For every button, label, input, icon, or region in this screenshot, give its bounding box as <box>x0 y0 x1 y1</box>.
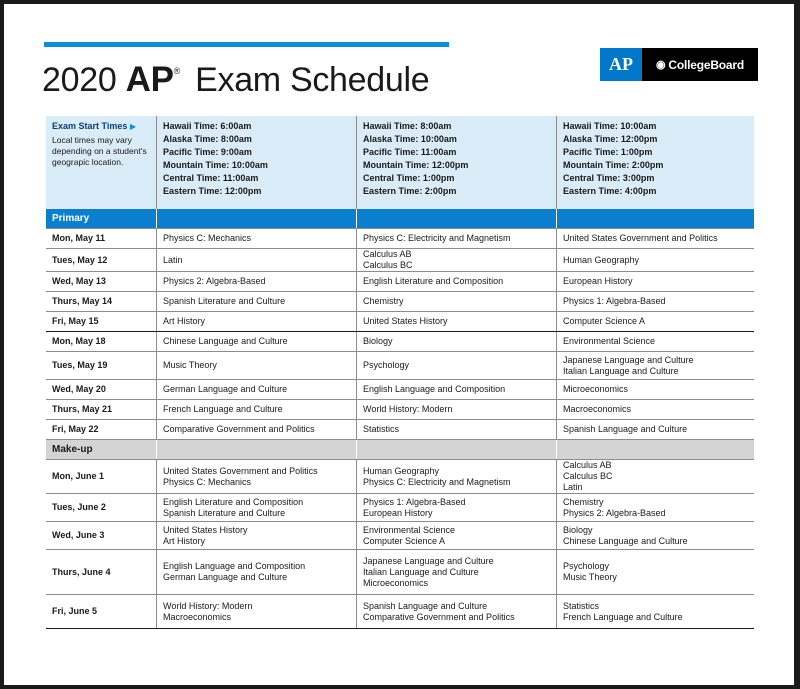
schedule-row <box>46 400 754 420</box>
exam-slot <box>156 494 356 521</box>
exam-name: Psychology <box>563 561 610 571</box>
exam-name: Comparative Government and Politics <box>363 611 515 622</box>
exam-slot <box>156 292 356 311</box>
exam-name: European History <box>563 276 633 286</box>
section-band-cell <box>356 440 556 459</box>
arrow-right-icon: ▶ <box>129 122 137 131</box>
time-header-row <box>46 116 754 209</box>
exam-slot <box>156 420 356 439</box>
exam-slot <box>556 292 754 311</box>
exam-name: Art History <box>163 535 206 546</box>
start-time-line: Hawaii Time: 10:00am <box>563 121 657 131</box>
exam-name: Calculus AB <box>563 460 612 470</box>
exam-date: Thurs, June 4 <box>52 566 111 577</box>
exam-slot <box>556 312 754 331</box>
exam-name: French Language and Culture <box>563 611 683 622</box>
schedule-page <box>4 4 794 685</box>
exam-name: United States Government and Politics <box>163 465 318 476</box>
exam-name: German Language and Culture <box>163 572 288 582</box>
exam-name: United States History <box>363 316 448 326</box>
schedule-row <box>46 595 754 629</box>
exam-slot <box>156 400 356 419</box>
exam-name: Human Geography <box>563 254 640 265</box>
exam-slot <box>556 380 754 399</box>
schedule-row <box>46 420 754 440</box>
exam-name: United States History <box>163 524 248 535</box>
exam-slot <box>356 494 556 521</box>
exam-name: Physics 2: Algebra-Based <box>163 276 266 286</box>
ap-logo: AP <box>600 48 642 81</box>
exam-date: Wed, June 3 <box>52 530 105 540</box>
start-time-line: Pacific Time: 9:00am <box>163 147 252 157</box>
exam-name: Italian Language and Culture <box>363 566 479 577</box>
exam-date: Thurs, May 21 <box>52 404 113 414</box>
exam-name: Physics C: Electricity and Magnetism <box>363 476 511 487</box>
start-time-line: Eastern Time: 12:00pm <box>163 186 262 196</box>
exam-slot <box>156 332 356 351</box>
exam-slot <box>356 249 556 271</box>
exam-slot <box>356 229 556 248</box>
exam-slot <box>156 249 356 271</box>
exam-slot <box>356 352 556 379</box>
exam-name: Italian Language and Culture <box>563 365 679 376</box>
schedule-row <box>46 312 754 332</box>
ap-collegeboard-logo <box>600 48 758 81</box>
exam-name: Calculus BC <box>363 260 413 270</box>
exam-slot <box>556 494 754 521</box>
exam-slot <box>156 380 356 399</box>
exam-name: Macroeconomics <box>563 404 632 414</box>
title-reg-mark: ® <box>173 66 180 76</box>
exam-name: Latin <box>163 254 183 265</box>
exam-date: Fri, May 15 <box>52 316 99 326</box>
exam-name: Biology <box>563 524 593 535</box>
exam-slot <box>156 352 356 379</box>
section-band-cell <box>156 209 356 228</box>
exam-name: Statistics <box>363 424 400 434</box>
exam-slot <box>556 229 754 248</box>
exam-date: Tues, May 19 <box>52 360 108 370</box>
exam-name: Biology <box>363 336 393 346</box>
start-time-line: Pacific Time: 11:00am <box>363 147 457 157</box>
exam-name: Microeconomics <box>363 577 429 588</box>
exam-start-times-label: Exam Start Times <box>52 121 128 131</box>
exam-slot <box>156 272 356 291</box>
exam-name: Physics 2: Algebra-Based <box>563 507 666 518</box>
schedule-row <box>46 332 754 352</box>
exam-name: Art History <box>163 316 206 326</box>
start-time-line: Mountain Time: 2:00pm <box>563 160 664 170</box>
exam-date: Fri, May 22 <box>52 424 99 434</box>
exam-slot <box>156 460 356 493</box>
start-time-line: Mountain Time: 10:00am <box>163 160 268 170</box>
exam-date: Mon, June 1 <box>52 471 105 481</box>
schedule-row <box>46 249 754 272</box>
exam-slot <box>556 522 754 549</box>
exam-slot <box>356 595 556 628</box>
exam-slot <box>356 312 556 331</box>
start-time-line: Alaska Time: 12:00pm <box>563 134 658 144</box>
start-time-line: Pacific Time: 1:00pm <box>563 147 653 157</box>
exam-name: Spanish Literature and Culture <box>163 296 286 306</box>
schedule-row <box>46 352 754 380</box>
exam-name: Music Theory <box>163 360 217 370</box>
start-time-line: Alaska Time: 8:00am <box>163 134 252 144</box>
start-times-slot-2 <box>356 116 556 209</box>
exam-name: German Language and Culture <box>163 384 288 394</box>
schedule-row <box>46 292 754 312</box>
section-label: Make-up <box>52 444 93 455</box>
exam-date: Wed, May 13 <box>52 276 106 286</box>
exam-name: Computer Science A <box>363 535 446 546</box>
exam-slot <box>556 400 754 419</box>
section-label: Primary <box>52 213 90 224</box>
schedule-row <box>46 229 754 249</box>
exam-name: Spanish Literature and Culture <box>163 507 286 518</box>
section-band-cell <box>156 440 356 459</box>
exam-name: World History: Modern <box>363 404 453 414</box>
exam-slot <box>356 522 556 549</box>
exam-name: English Literature and Composition <box>163 496 304 507</box>
exam-date: Tues, June 2 <box>52 502 106 512</box>
exam-slot <box>556 352 754 379</box>
exam-name: Computer Science A <box>563 316 646 326</box>
accent-bar <box>44 42 449 47</box>
start-time-line: Eastern Time: 4:00pm <box>563 186 657 196</box>
exam-name: Psychology <box>363 360 410 370</box>
section-band-cell <box>356 209 556 228</box>
exam-date: Fri, June 5 <box>52 606 98 616</box>
exam-date: Wed, May 20 <box>52 384 106 394</box>
exam-slot <box>156 550 356 594</box>
exam-slot <box>356 460 556 493</box>
exam-name: Environmental Science <box>563 336 656 346</box>
exam-date: Tues, May 12 <box>52 254 108 265</box>
section-band-primary <box>46 209 754 229</box>
exam-slot <box>356 332 556 351</box>
exam-name: Physics 1: Algebra-Based <box>563 296 666 306</box>
exam-date: Mon, May 11 <box>52 233 106 243</box>
exam-name: Spanish Language and Culture <box>363 600 488 611</box>
acorn-icon: ◉ <box>655 59 666 71</box>
title-rest: Exam Schedule <box>195 61 430 99</box>
exam-name: Physics C: Mechanics <box>163 476 252 487</box>
exam-name: English Language and Composition <box>163 561 306 571</box>
schedule-row <box>46 550 754 595</box>
start-times-slot-3 <box>556 116 754 209</box>
exam-name: Environmental Science <box>363 524 456 535</box>
exam-name: Chemistry <box>363 296 404 306</box>
exam-name: Physics 1: Algebra-Based <box>363 496 466 507</box>
exam-slot <box>556 272 754 291</box>
exam-slot <box>556 595 754 628</box>
exam-slot <box>156 312 356 331</box>
exam-name: Physics C: Mechanics <box>163 233 252 243</box>
exam-slot <box>356 292 556 311</box>
exam-name: World History: Modern <box>163 600 253 611</box>
exam-slot <box>556 249 754 271</box>
schedule-row <box>46 272 754 292</box>
exam-slot <box>556 550 754 594</box>
exam-slot <box>156 522 356 549</box>
exam-slot <box>356 272 556 291</box>
exam-name: Chinese Language and Culture <box>163 336 288 346</box>
exam-slot <box>356 400 556 419</box>
schedule-row <box>46 522 754 550</box>
exam-name: Calculus BC <box>563 471 613 481</box>
exam-name: English Language and Composition <box>363 384 506 394</box>
title-ap: AP <box>125 60 174 99</box>
start-time-line: Mountain Time: 12:00pm <box>363 160 469 170</box>
collegeboard-wordmark: CollegeBoard <box>668 57 745 72</box>
exam-date: Mon, May 18 <box>52 336 106 346</box>
exam-name: Human Geography <box>363 465 440 476</box>
section-band-cell <box>556 440 754 459</box>
exam-name: Spanish Language and Culture <box>563 424 688 434</box>
start-time-line: Central Time: 1:00pm <box>363 173 455 183</box>
exam-date: Thurs, May 14 <box>52 296 113 306</box>
exam-slot <box>556 460 754 493</box>
start-time-line: Alaska Time: 10:00am <box>363 134 457 144</box>
exam-name: Japanese Language and Culture <box>563 354 694 365</box>
exam-name: Comparative Government and Politics <box>163 424 315 434</box>
exam-name: Microeconomics <box>563 384 629 394</box>
exam-name: Chemistry <box>563 496 604 507</box>
title-year: 2020 <box>42 61 117 99</box>
section-band-cell <box>556 209 754 228</box>
section-band-makeup <box>46 440 754 460</box>
exam-slot <box>356 380 556 399</box>
exam-name: English Literature and Composition <box>363 276 504 286</box>
exam-name: French Language and Culture <box>163 404 283 414</box>
exam-name: United States Government and Politics <box>563 233 718 243</box>
start-time-line: Hawaii Time: 6:00am <box>163 121 252 131</box>
exam-slot <box>356 420 556 439</box>
collegeboard-logo <box>642 48 758 81</box>
exam-name: Music Theory <box>563 572 617 582</box>
exam-name: Statistics <box>563 600 600 611</box>
schedule-body <box>46 209 754 629</box>
exam-name: Chinese Language and Culture <box>563 535 688 546</box>
exam-start-times-cell <box>46 116 156 209</box>
start-time-line: Eastern Time: 2:00pm <box>363 186 457 196</box>
schedule-row <box>46 380 754 400</box>
schedule-row <box>46 494 754 522</box>
schedule-row <box>46 460 754 494</box>
page-title <box>42 60 429 100</box>
exam-schedule-table <box>46 116 754 629</box>
exam-slot <box>156 229 356 248</box>
exam-name: Calculus AB <box>363 249 412 259</box>
start-time-line: Central Time: 11:00am <box>163 173 259 183</box>
exam-slot <box>356 550 556 594</box>
local-times-note: Local times may vary depending on a student's geograpic location. <box>52 135 147 167</box>
exam-name: European History <box>363 507 433 518</box>
exam-name: Japanese Language and Culture <box>363 555 494 566</box>
start-time-line: Central Time: 3:00pm <box>563 173 655 183</box>
start-times-slot-1 <box>156 116 356 209</box>
exam-slot <box>556 420 754 439</box>
exam-name: Macroeconomics <box>163 611 232 622</box>
exam-name: Latin <box>563 482 583 492</box>
exam-slot <box>156 595 356 628</box>
exam-slot <box>556 332 754 351</box>
exam-name: Physics C: Electricity and Magnetism <box>363 233 511 243</box>
start-time-line: Hawaii Time: 8:00am <box>363 121 452 131</box>
